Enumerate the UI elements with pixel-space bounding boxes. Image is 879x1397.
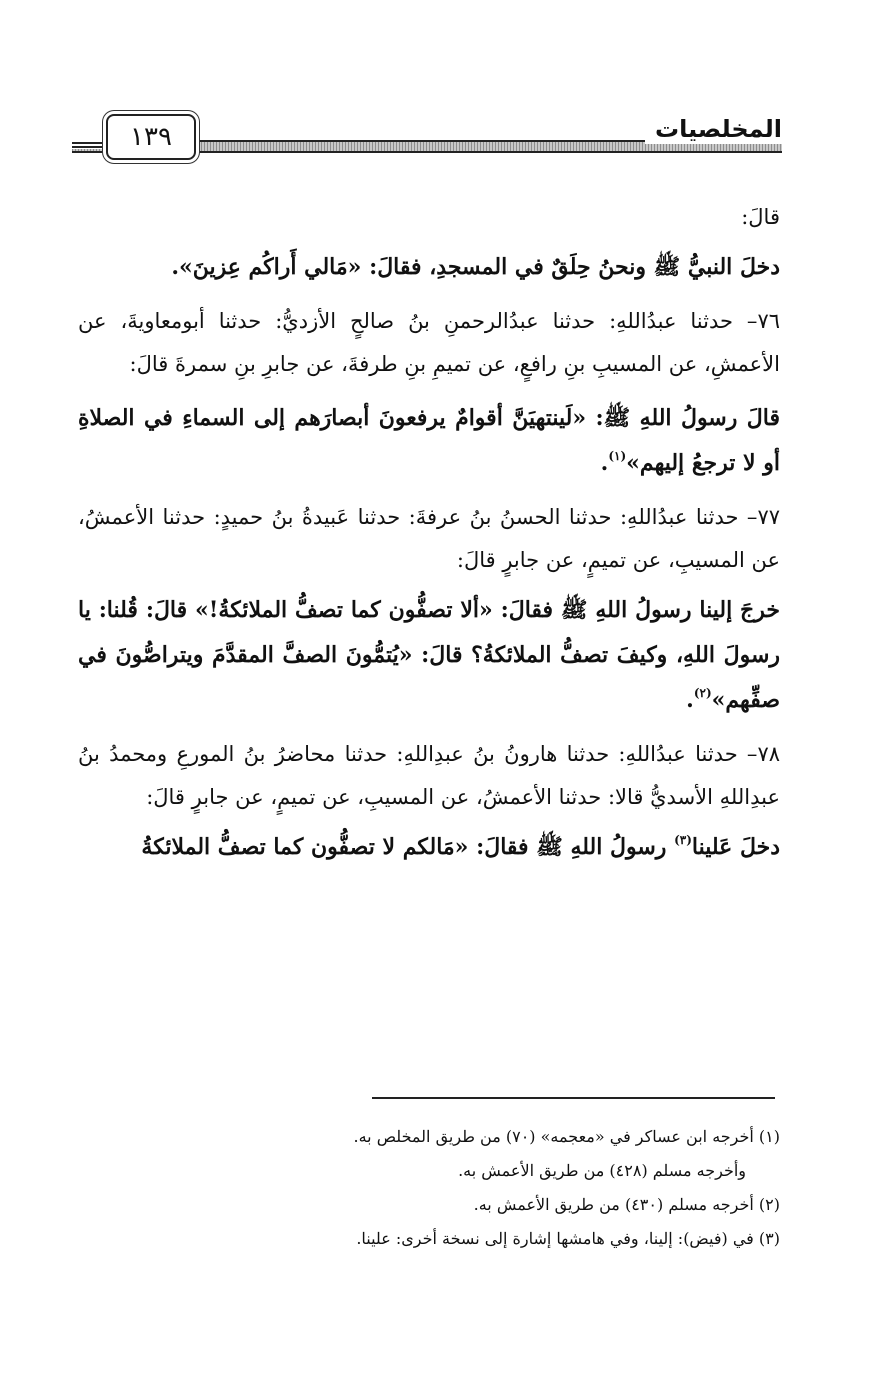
hadith-77-end: . bbox=[686, 687, 694, 713]
hadith-text-76 bbox=[78, 396, 780, 486]
hadith-text: دخلَ النبيُّ ﷺ ونحنُ حِلَقٌ في المسجدِ، فقالَ: «مَالي أَراكُم عِزينَ». bbox=[171, 254, 780, 280]
running-header bbox=[72, 108, 782, 168]
hadith-78-rest: رسولُ اللهِ ﷺ فقالَ: «مَالكم لا تصفُّون كما تصفُّ الملائكةُ bbox=[141, 834, 675, 860]
footnote-ref-2: (٢) bbox=[693, 686, 712, 700]
header-rule-end bbox=[72, 140, 102, 149]
hadith-77-body: خرجَ إلينا رسولُ اللهِ ﷺ فقالَ: «ألا تصفُّون كما تصفُّ الملائكةُ!» قالَ: قُلنا: يا رسولَ اللهِ، وكيفَ تصفُّ الملائكةُ؟ قالَ: «يُتمُّونَ الصفَّ المقدَّمَ ويتراصُّونَ في صفِّهم» bbox=[78, 597, 780, 713]
hadith-76-end: . bbox=[600, 450, 609, 476]
paragraph-intro: قالَ: bbox=[741, 205, 780, 229]
hadith-text-78 bbox=[78, 825, 780, 870]
running-title: المخلصيات bbox=[645, 114, 782, 144]
footnote-2: (٢) أخرجه مسلم (٤٣٠) من طريق الأعمش به. bbox=[473, 1195, 780, 1214]
footnotes bbox=[78, 1120, 780, 1256]
isnad-76: ٧٦– حدثنا عبدُاللهِ: حدثنا عبدُالرحمنِ بنُ صالحٍ الأزديُّ: حدثنا أبومعاويةَ، عن الأعمشِ، عن المسيبِ بنِ رافعٍ، عن تميمِ بنِ طرفةَ، عن جابرِ بنِ سمرةَ قالَ: bbox=[78, 309, 780, 376]
isnad-78: ٧٨– حدثنا عبدُاللهِ: حدثنا هارونُ بنُ عبدِاللهِ: حدثنا محاضرُ بنُ المورعِ ومحمدُ بنُ عبدِاللهِ الأسديُّ قالا: حدثنا الأعمشُ، عن المسيبِ، عن تميمٍ، عن جابرٍ قالَ: bbox=[78, 742, 780, 809]
footnote-separator bbox=[372, 1097, 775, 1099]
footnote-3: (٣) في (فيض): إلينا، وفي هامشها إشارة إلى نسخة أخرى: علينا. bbox=[356, 1229, 780, 1248]
footnote-ref-3: (٣) bbox=[674, 833, 692, 847]
page-number: ١٣٩ bbox=[106, 114, 196, 160]
footnote-ref-1: (١) bbox=[608, 449, 627, 463]
main-text bbox=[78, 196, 780, 870]
footnote-1: (١) أخرجه ابن عساكر في «معجمه» (٧٠) من طريق المخلص به. bbox=[353, 1127, 780, 1146]
footnote-1-continued: وأخرجه مسلم (٤٢٨) من طريق الأعمش به. bbox=[458, 1161, 746, 1180]
hadith-76-body: قالَ رسولُ اللهِ ﷺ: «لَينتهيَنَّ أقوامٌ يرفعونَ أبصارَهم إلى السماءِ في الصلاةِ أو لا ترجعُ إليهم» bbox=[78, 405, 780, 476]
hadith-78-start: دخلَ عَلينا bbox=[691, 834, 780, 860]
isnad-77: ٧٧– حدثنا عبدُاللهِ: حدثنا الحسنُ بنُ عرفةَ: حدثنا عَبيدةُ بنُ حميدٍ: حدثنا الأعمشُ، عن المسيبِ، عن تميمٍ، عن جابرٍ قالَ: bbox=[78, 505, 780, 572]
hadith-text-77 bbox=[78, 588, 780, 723]
